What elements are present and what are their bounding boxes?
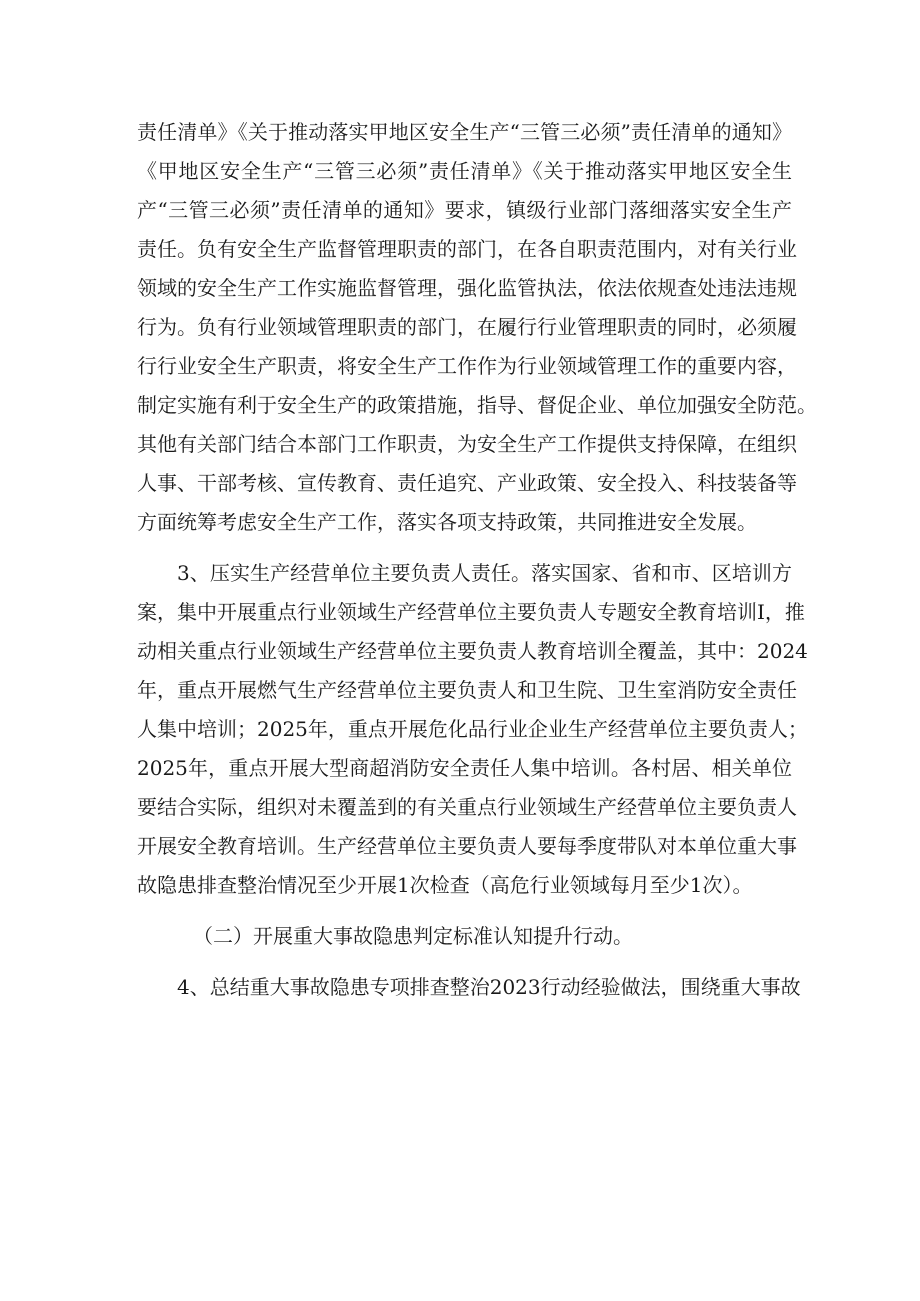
text-line: 人集中培训；2025年，重点开展危化品行业企业生产经营单位主要负责人；: [137, 717, 808, 741]
text-line: 行为。负有行业领域管理职责的部门，在履行行业管理职责的同时，必须履: [137, 315, 797, 339]
text-line: 故隐患排查整治情况至少开展1次检查（高危行业领域每月至少1次）。: [137, 873, 753, 897]
text-line: 人事、干部考核、宣传教育、责任追究、产业政策、安全投入、科技装备等: [137, 471, 797, 495]
text-line: 产“三管三必须”责任清单的通知》要求，镇级行业部门落细落实安全生产: [137, 198, 792, 222]
section-heading-text: （二）开展重大事故隐患判定标准认知提升行动。: [193, 924, 633, 948]
text-line: 行行业安全生产职责，将安全生产工作作为行业领域管理工作的重要内容，: [137, 354, 797, 378]
paragraph-item-3: [137, 554, 808, 905]
paragraph-responsibility-list: [137, 113, 817, 542]
text-line: 开展安全教育培训。生产经营单位主要负责人要每季度带队对本单位重大事: [137, 834, 797, 858]
text-line: 责任清单》《关于推动落实甲地区安全生产“三管三必须”责任清单的通知》: [137, 120, 792, 144]
document-body: [137, 113, 817, 1007]
text-line: 4、总结重大事故隐患专项排查整治2023行动经验做法，围绕重大事故: [177, 975, 801, 999]
text-line: 要结合实际，组织对未覆盖到的有关重点行业领域生产经营单位主要负责人: [137, 795, 797, 819]
text-line: 案，集中开展重点行业领域生产经营单位主要负责人专题安全教育培训I，推: [137, 600, 805, 624]
text-line: 制定实施有利于安全生产的政策措施，指导、督促企业、单位加强安全防范。: [137, 393, 817, 417]
text-line: 年，重点开展燃气生产经营单位主要负责人和卫生院、卫生室消防安全责任: [137, 678, 797, 702]
text-line: 3、压实生产经营单位主要负责人责任。落实国家、省和市、区培训方: [177, 561, 792, 585]
paragraph-spacer: [137, 905, 792, 917]
text-line: 方面统筹考虑安全生产工作，落实各项支持政策，共同推进安全发展。: [137, 510, 757, 534]
text-line: 责任。负有安全生产监督管理职责的部门，在各自职责范围内，对有关行业: [137, 237, 797, 261]
text-line: 领域的安全生产工作实施监督管理，强化监管执法，依法依规查处违法违规: [137, 276, 797, 300]
text-line: 《甲地区安全生产“三管三必须”责任清单》《关于推动落实甲地区安全生: [137, 159, 792, 183]
section-heading: [137, 917, 792, 956]
paragraph-spacer: [137, 956, 792, 968]
text-line: 其他有关部门结合本部门工作职责，为安全生产工作提供支持保障，在组织: [137, 432, 797, 456]
paragraph-item-4: [137, 968, 801, 1007]
text-line: 动相关重点行业领域生产经营单位主要负责人教育培训全覆盖，其中：2024: [137, 639, 808, 663]
text-line: 2025年，重点开展大型商超消防安全责任人集中培训。各村居、相关单位: [137, 756, 792, 780]
paragraph-spacer: [137, 542, 792, 554]
